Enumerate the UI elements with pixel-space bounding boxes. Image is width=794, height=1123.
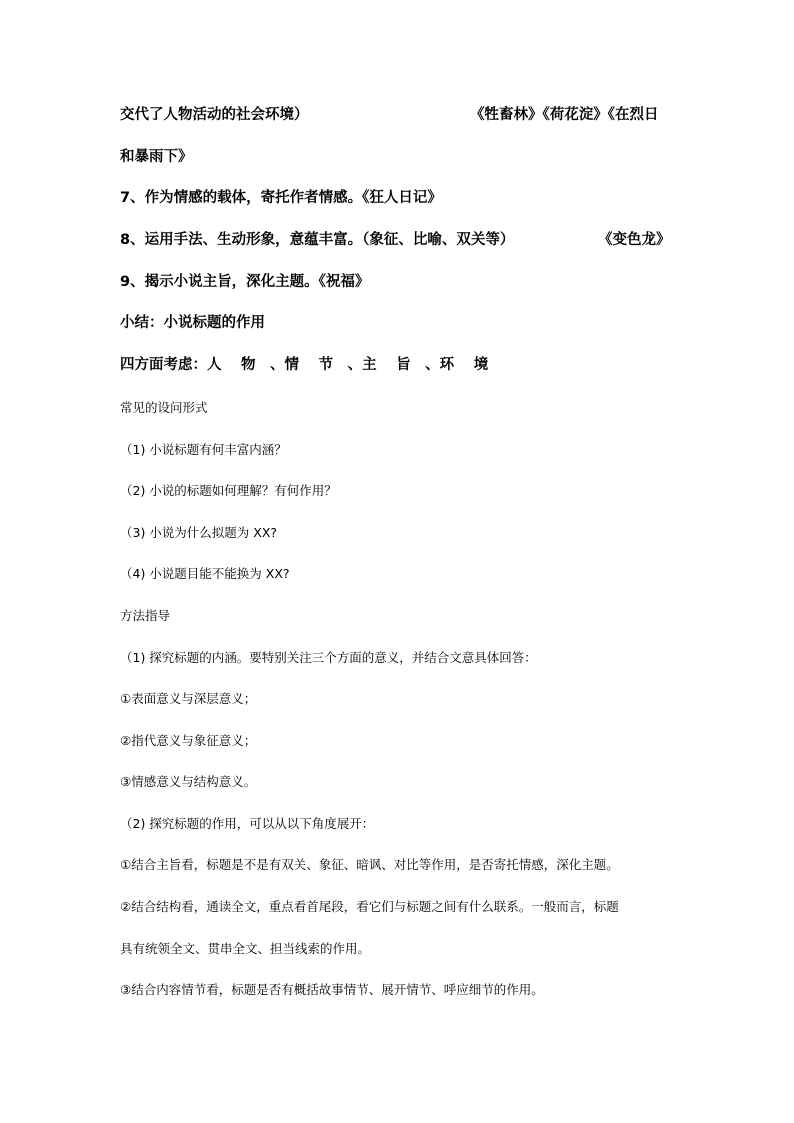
- text-span: ②结合结构看，通读全文，重点看首尾段，看它们与标题之间有什么联系。一般而言，标题: [120, 899, 619, 914]
- text-line: [120, 814, 374, 834]
- text-span: ③情感意义与结构意义。: [120, 774, 257, 789]
- text-line: [120, 689, 256, 709]
- text-line: [120, 398, 208, 418]
- text-line: [120, 147, 193, 167]
- text-line: [120, 105, 309, 125]
- text-line: [120, 980, 544, 1000]
- text-span: 小结：小说标题的作用: [120, 315, 265, 331]
- text-span: ②指代意义与象征意义；: [120, 733, 257, 748]
- text-line: [120, 355, 488, 375]
- text-span: ①表面意义与深层意义；: [120, 691, 257, 706]
- text-line: [120, 606, 170, 626]
- text-line: [120, 772, 256, 792]
- text-line: [120, 230, 514, 250]
- text-span: 《牲畜林》《荷花淀》《在烈日: [470, 107, 659, 123]
- text-span: ③结合内容情节看，标题是否有概括故事情节、展开情节、呼应细节的作用。: [120, 982, 544, 997]
- text-span: 《变色龙》: [598, 232, 671, 248]
- text-line: [120, 188, 442, 208]
- text-span: （3) 小说为什么拟题为 XX?: [120, 525, 278, 540]
- text-span: 9、揭示小说主旨，深化主题。《祝福》: [120, 274, 370, 290]
- text-span: 四方面考虑：人 物 、情 节 、主 旨 、环 境: [120, 357, 489, 373]
- text-span: 交代了人物活动的社会环境）: [120, 107, 309, 123]
- text-span: 具有统领全文、贯串全文、担当线索的作用。: [120, 941, 371, 956]
- text-line: [120, 855, 619, 875]
- text-line: [120, 481, 337, 501]
- text-line: [120, 939, 370, 959]
- text-span: 7、作为情感的载体，寄托作者情感。《狂人日记》: [120, 190, 442, 206]
- text-line: [598, 230, 671, 250]
- text-line: [120, 523, 277, 543]
- text-line: [120, 440, 287, 460]
- text-span: （1) 小说标题有何丰富内涵？: [120, 442, 287, 457]
- text-line: [120, 564, 290, 584]
- text-span: 方法指导: [120, 608, 171, 623]
- text-span: 和暴雨下》: [120, 149, 193, 165]
- text-line: [120, 648, 537, 668]
- text-span: （2) 探究标题的作用，可以从以下角度展开：: [120, 816, 375, 831]
- text-span: ①结合主旨看，标题是不是有双关、象征、暗讽、对比等作用，是否寄托情感，深化主题。: [120, 857, 619, 872]
- text-line: [120, 731, 256, 751]
- text-span: （2) 小说的标题如何理解？有何作用？: [120, 483, 337, 498]
- text-span: （4) 小说题目能不能换为 XX?: [120, 566, 290, 581]
- text-line: [470, 105, 659, 125]
- text-span: 8、运用手法、生动形象，意蕴丰富。（象征、比喻、双关等）: [120, 232, 515, 248]
- text-span: （1) 探究标题的内涵。要特别关注三个方面的意义，并结合文意具体回答：: [120, 650, 537, 665]
- text-line: [120, 313, 265, 333]
- text-line: [120, 272, 369, 292]
- text-span: 常见的设问形式: [120, 400, 208, 415]
- text-line: [120, 897, 619, 917]
